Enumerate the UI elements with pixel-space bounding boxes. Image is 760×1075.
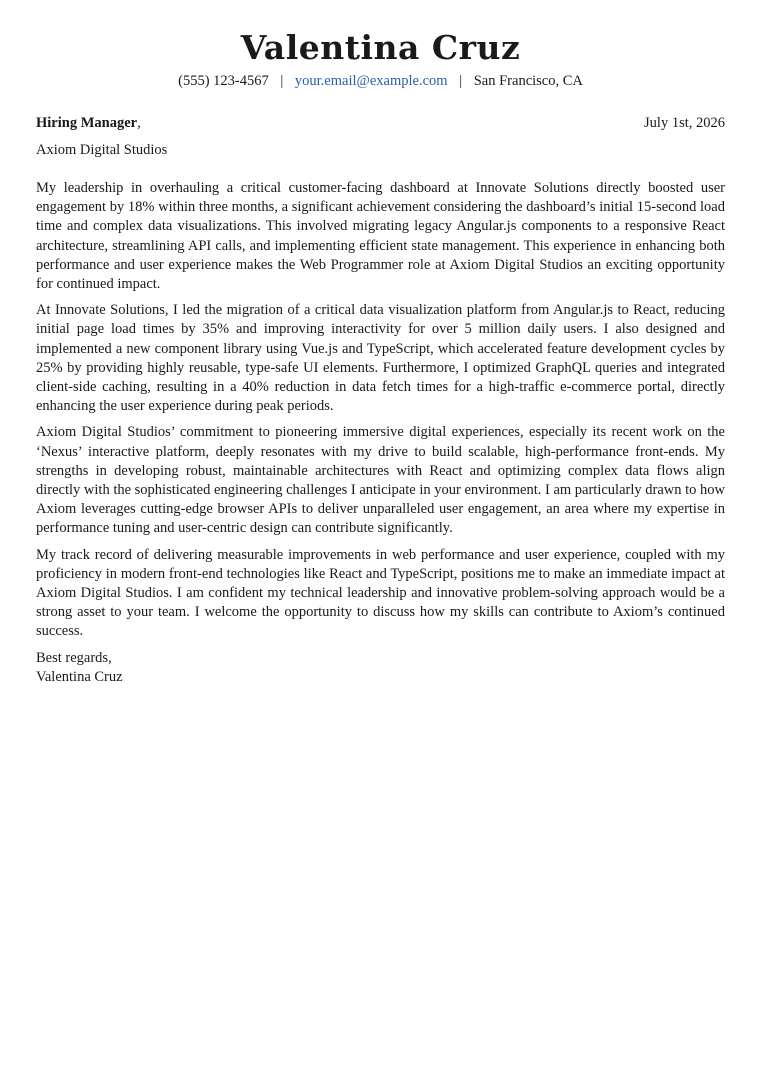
phone-number: (555) 123-4567 xyxy=(178,73,269,89)
body-paragraph: My track record of delivering measurable improvements in web performance and user experience, coupled with my proficiency in modern front-end technologies like React and TypeScript, positions me to make an immediate impact at Axiom Digital Studios. I am confident my technical leadership and innovative problem-solving approach would be a strong asset to your team. I welcome the opportunity to discuss how my skills can contribute to Axiom’s continued success. xyxy=(36,546,725,640)
letter-closing xyxy=(36,649,725,687)
recipient-comma: , xyxy=(137,115,141,131)
closing-salutation: Best regards, xyxy=(36,649,112,666)
contact-separator: | xyxy=(280,73,284,89)
body-paragraph: At Innovate Solutions, I led the migration of a critical data visualization platform from Angular.js to React, reducing initial page load times by 35% and improving interactivity for over 5 million daily users. I also designed and implemented a new component library using Vue.js and TypeScript, which accelerated feature development cycles by 25% by providing highly reusable, type-safe UI elements. Furthermore, I optimized GraphQL queries and integrated client-side caching, resulting in a 40% reduction in data fetch times for a high-traffic e-commerce portal, directly enhancing the user experience during peak periods. xyxy=(36,302,725,415)
applicant-name: Valentina Cruz xyxy=(240,28,521,67)
recipient-name: Hiring Manager xyxy=(36,115,138,131)
letter-body xyxy=(36,179,725,642)
contact-line xyxy=(36,71,725,91)
email-link[interactable]: your.email@example.com xyxy=(294,73,448,89)
company-name: Axiom Digital Studios xyxy=(36,142,168,158)
recipient-line xyxy=(36,113,141,133)
location: San Francisco, CA xyxy=(473,73,583,89)
letter-date: July 1st, 2026 xyxy=(644,115,725,131)
closing-signature: Valentina Cruz xyxy=(36,668,123,685)
contact-separator: | xyxy=(459,73,463,89)
body-paragraph: My leadership in overhauling a critical customer-facing dashboard at Innovate Solutions directly boosted user engagement by 18% within three months, a significant achievement considering the dashboard’s initial 15-second load time and complex data visualizations. This involved migrating legacy Angular.js components to a responsive React architecture, streamlining API calls, and implementing efficient state management. This experience in enhancing both performance and user experience makes the Web Programmer role at Axiom Digital Studios an exciting opportunity for continued impact. xyxy=(36,180,725,293)
body-paragraph: Axiom Digital Studios’ commitment to pioneering immersive digital experiences, especially its recent work on the ‘Nexus’ interactive platform, deeply resonates with my drive to build scalable, high-performance front-ends. My strengths in developing robust, maintainable architectures with React and optimizing complex data flows align directly with the sophisticated engineering challenges I anticipate in your environment. I am particularly drawn to how Axiom leverages cutting-edge browser APIs to deliver unparalleled user engagement, an area where my expertise in performance tuning and user-centric design can contribute significantly. xyxy=(36,424,725,537)
cover-letter-page xyxy=(36,28,725,687)
recipient-date-row xyxy=(36,113,725,133)
